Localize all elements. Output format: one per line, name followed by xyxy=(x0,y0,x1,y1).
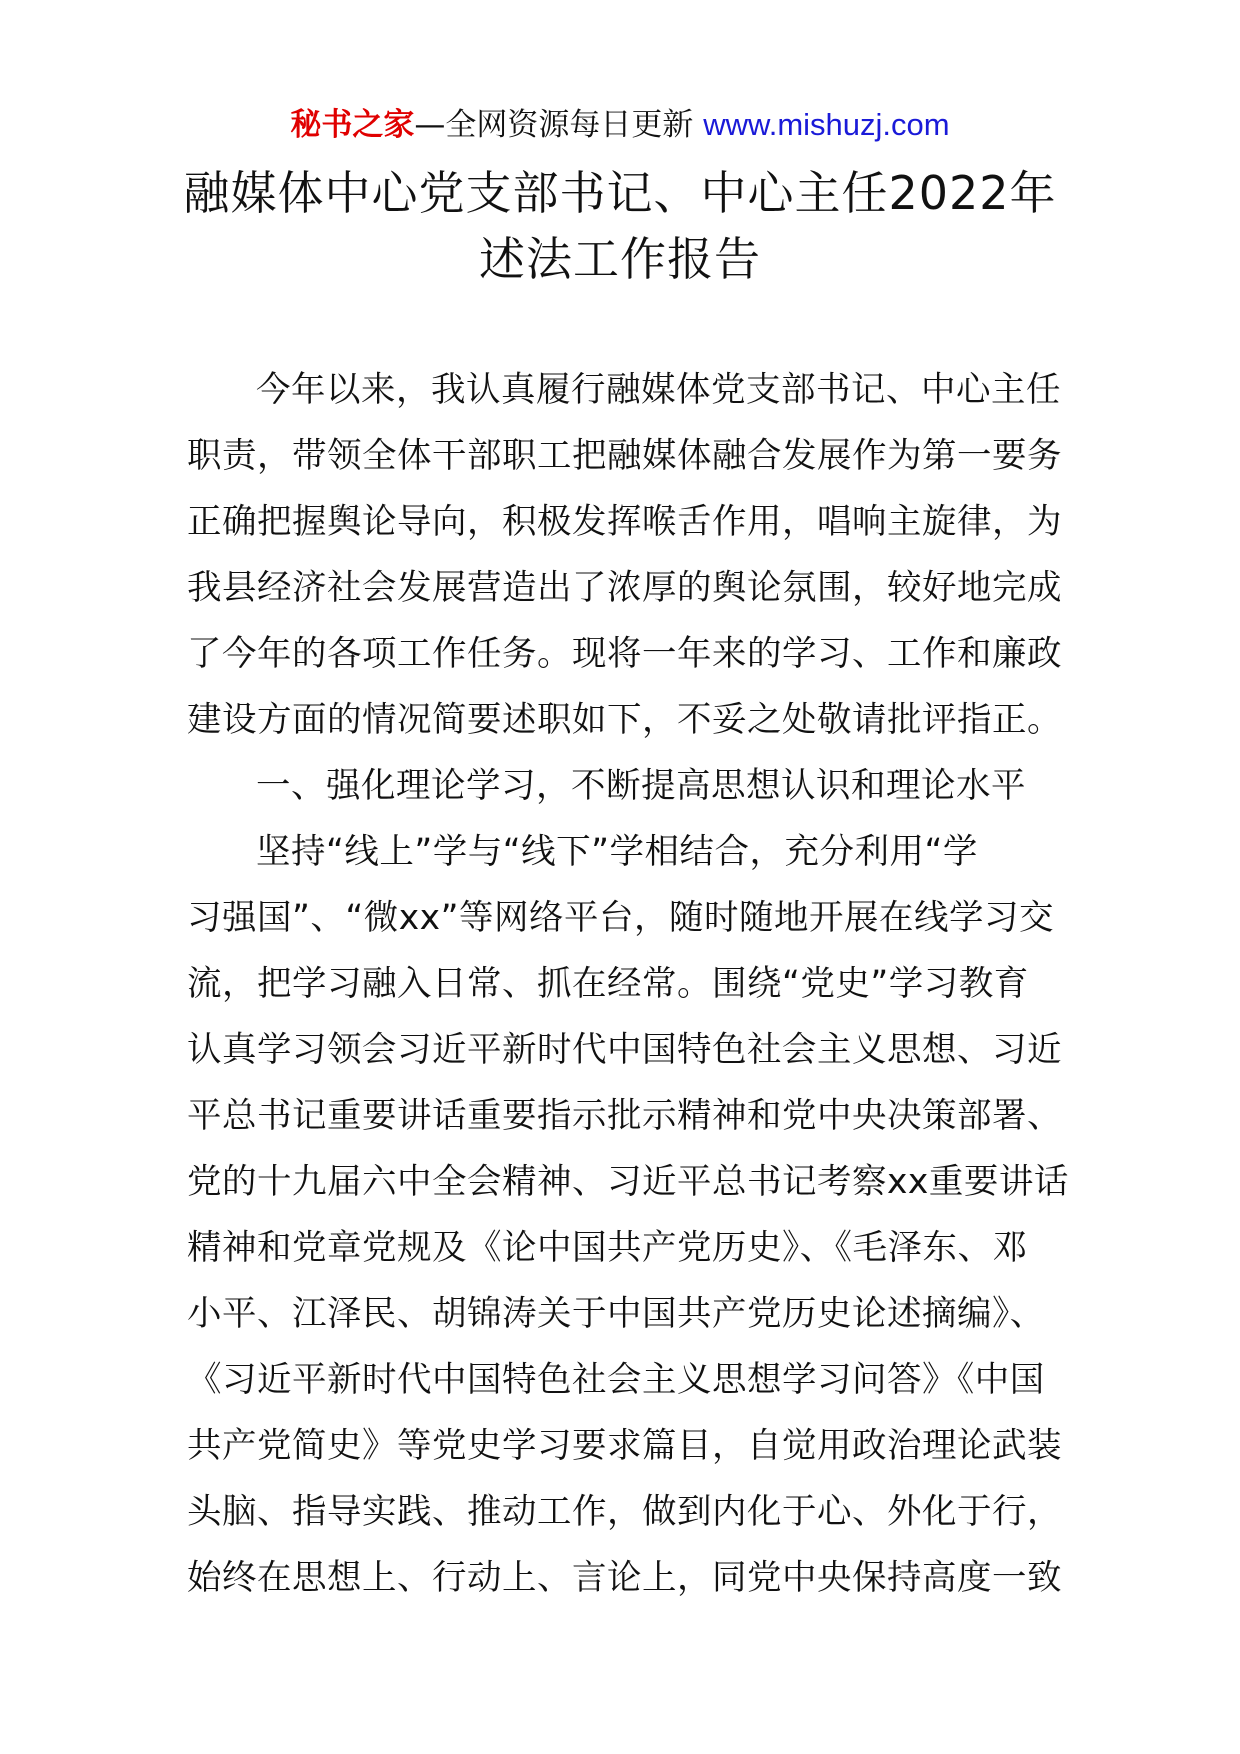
body-line: 正确把握舆论导向，积极发挥喉舌作用，唱响主旋律，为 xyxy=(187,502,1062,542)
body-line: 职责，带领全体干部职工把融媒体融合发展作为第一要务 xyxy=(187,436,1062,476)
document-title xyxy=(150,160,1090,292)
body-line: 头脑、指导实践、推动工作，做到内化于心、外化于行， xyxy=(187,1492,1062,1532)
document-body xyxy=(187,357,1069,1611)
site-tagline: —全网资源每日更新 xyxy=(414,107,694,143)
body-line: 精神和党章党规及《论中国共产党历史》、《毛泽东、邓 xyxy=(187,1228,1028,1268)
body-line: 认真学习领会习近平新时代中国特色社会主义思想、习近 xyxy=(187,1030,1062,1070)
body-line: 始终在思想上、行动上、言论上，同党中央保持高度一致 xyxy=(187,1558,1062,1598)
site-url-link[interactable]: www.mishuzj.com xyxy=(703,107,950,142)
site-header xyxy=(0,103,1240,147)
body-line: 小平、江泽民、胡锦涛关于中国共产党历史论述摘编》、 xyxy=(187,1294,1045,1334)
body-line: 今年以来，我认真履行融媒体党支部书记、中心主任 xyxy=(256,370,1061,410)
body-line: 坚持“线上”学与“线下”学相结合，充分利用“学 xyxy=(256,832,978,872)
title-line-1: 融媒体中心党支部书记、中心主任2022年 xyxy=(183,166,1057,220)
body-line: 我县经济社会发展营造出了浓厚的舆论氛围，较好地完成 xyxy=(187,568,1062,608)
body-line: 《习近平新时代中国特色社会主义思想学习问答》《中国 xyxy=(187,1360,1045,1400)
body-line: 党的十九届六中全会精神、习近平总书记考察xx重要讲话 xyxy=(187,1162,1069,1202)
title-line-2: 述法工作报告 xyxy=(479,232,761,286)
section-heading: 一、强化理论学习，不断提高思想认识和理论水平 xyxy=(256,766,1026,806)
body-line: 流，把学习融入日常、抓在经常。围绕“党史”学习教育 xyxy=(187,964,1029,1004)
body-line: 平总书记重要讲话重要指示批示精神和党中央决策部署、 xyxy=(187,1096,1062,1136)
body-line: 建设方面的情况简要述职如下，不妥之处敬请批评指正。 xyxy=(187,700,1062,740)
body-line: 习强国”、“微xx”等网络平台，随时随地开展在线学习交 xyxy=(187,898,1054,938)
site-brand: 秘书之家 xyxy=(290,107,415,143)
body-line: 了今年的各项工作任务。现将一年来的学习、工作和廉政 xyxy=(187,634,1062,674)
body-line: 共产党简史》等党史学习要求篇目，自觉用政治理论武装 xyxy=(187,1426,1062,1466)
